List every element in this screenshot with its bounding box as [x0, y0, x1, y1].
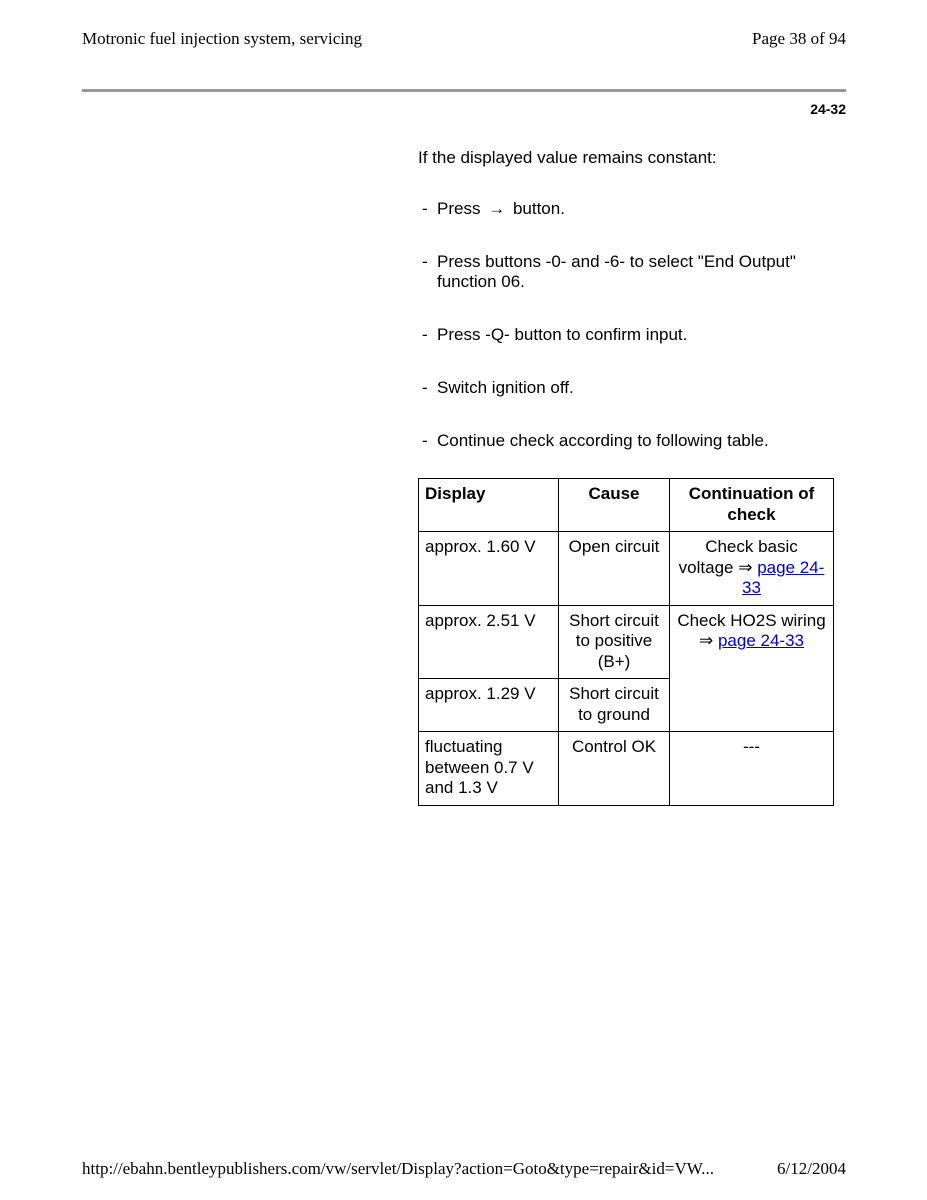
- step-item: [418, 252, 838, 292]
- right-arrow-icon: →: [488, 199, 506, 218]
- step-dash: -: [422, 199, 428, 218]
- step-item: [418, 378, 838, 398]
- step-text: Press buttons -0- and -6- to select "End Output" function 06.: [437, 252, 796, 291]
- step-dash: -: [422, 378, 428, 397]
- step-dash: -: [422, 431, 428, 450]
- footer-date: 6/12/2004: [777, 1159, 846, 1178]
- step-item: [418, 199, 838, 219]
- step-text: Press: [437, 199, 481, 218]
- cell-continuation: [670, 532, 834, 606]
- footer-url: http://ebahn.bentleypublishers.com/vw/servlet/Display?action=Goto&type=repair&id=VW...: [82, 1159, 714, 1178]
- table-header-row: [419, 479, 834, 532]
- step-text: button.: [512, 199, 565, 218]
- cell-display: approx. 1.60 V: [419, 532, 559, 606]
- table-row: [419, 732, 834, 806]
- step-text: Press -Q- button to confirm input.: [437, 325, 688, 344]
- column-header-cause: Cause: [559, 479, 670, 532]
- cell-display: fluctuating between 0.7 V and 1.3 V: [419, 732, 559, 806]
- cell-cause: Open circuit: [559, 532, 670, 606]
- diagnosis-table: [418, 478, 834, 806]
- page-link[interactable]: page 24-33: [742, 557, 825, 597]
- step-text: Continue check according to following table.: [437, 431, 769, 450]
- header-divider: [82, 89, 846, 92]
- column-header-display: Display: [419, 479, 559, 532]
- continuation-text: Check basic voltage ⇒: [678, 537, 798, 577]
- cell-cause: Short circuit to ground: [559, 679, 670, 732]
- intro-text: If the displayed value remains constant:: [418, 148, 717, 167]
- cell-display: approx. 2.51 V: [419, 605, 559, 679]
- step-item: [418, 431, 838, 451]
- step-text: Switch ignition off.: [437, 378, 574, 397]
- cell-cause: Short circuit to positive (B+): [559, 605, 670, 679]
- page-indicator: Page 38 of 94: [752, 29, 846, 48]
- cell-cause: Control OK: [559, 732, 670, 806]
- document-title: Motronic fuel injection system, servicing: [82, 29, 362, 48]
- instructions: [418, 148, 838, 484]
- cell-continuation: [670, 605, 834, 732]
- cell-display: approx. 1.29 V: [419, 679, 559, 732]
- step-item: [418, 325, 838, 345]
- table-row: [419, 532, 834, 606]
- continuation-text: Check HO2S wiring ⇒: [677, 610, 826, 650]
- page-link[interactable]: page 24-33: [717, 631, 804, 650]
- step-dash: -: [422, 325, 428, 344]
- table-row: [419, 605, 834, 679]
- column-header-continuation: Continuation of check: [670, 479, 834, 532]
- step-dash: -: [422, 252, 428, 271]
- section-code: 24-32: [810, 101, 846, 117]
- cell-continuation: ---: [670, 732, 834, 806]
